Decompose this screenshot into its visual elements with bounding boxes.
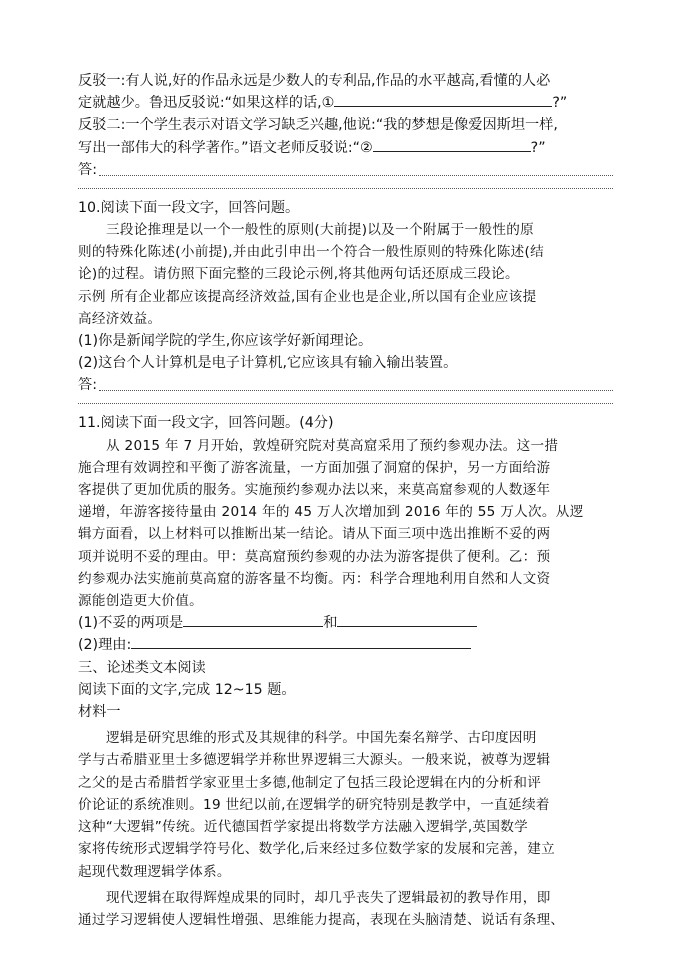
q11-title: 11.阅读下面一段文字，回答问题。(4分) — [78, 415, 334, 432]
q11-blank-1-mid: 和 — [323, 615, 338, 632]
q10-answer-line-2[interactable] — [78, 402, 613, 404]
worksheet-page — [78, 70, 613, 931]
material-para1-line-5: 这种“大逻辑”传统。近代德国哲学家提出将数学方法融入逻辑学,英国数学 — [78, 819, 529, 836]
q9-line-2-text: 定就越少。鲁迅反驳说:“如果这样的话,① — [78, 95, 335, 112]
q11-line-2: 施合理有效调控和平衡了游客流量，一方面加强了洞窟的保护，另一方面给游 — [78, 459, 551, 476]
q10-para-line-2: 则的特殊化陈述(小前提),并由此引申出一个符合一般性原则的特殊化陈述(结 — [78, 244, 545, 261]
q11-line-5: 辑方面看，以上材料可以推断出某一结论。请从下面三项中选出推断不妥的两 — [78, 526, 551, 543]
q10-title: 10.阅读下面一段文字，回答问题。 — [78, 199, 300, 216]
material-para1-line-3: 之父的是古希腊哲学家亚里士多德,他制定了包括三段论逻辑在内的分析和评 — [78, 774, 542, 791]
q9-blank-2[interactable] — [373, 137, 531, 152]
q11-line-1: 从 2015 年 7 月开始，敦煌研究院对莫高窟采用了预约参观办法。这一措 — [106, 437, 559, 454]
q11-line-3: 客提供了更加优质的服务。实施预约参观办法以来，来莫高窟参观的人数逐年 — [78, 482, 551, 499]
q9-blank-1[interactable] — [334, 92, 552, 107]
q9-line-1: 反驳一:有人说,好的作品永远是少数人的专利品,作品的水平越高,看懂的人必 — [78, 73, 551, 89]
material-para1-line-4: 价论证的系统准则。19 世纪以前,在逻辑学的研究特别是教学中，一直延续着 — [78, 796, 550, 813]
q11-line-6: 项并说明不妥的理由。甲：莫高窟预约参观的办法为游客提供了便利。乙：预 — [78, 548, 551, 565]
q11-blank-1[interactable] — [183, 612, 323, 627]
material-para1-line-1: 逻辑是研究思维的形式及其规律的科学。中国先秦名辩学、古印度因明 — [106, 730, 537, 747]
q11-line-7: 约参观办法实施前莫高窟的游客量不均衡。丙：科学合理地利用自然和人文资 — [78, 570, 551, 587]
q10-para-line-3: 论)的过程。请仿照下面完整的三段论示例,将其他两句话还原成三段论。 — [78, 266, 519, 283]
q10-answer-row[interactable] — [78, 374, 613, 396]
material-para1-line-7: 起现代数理逻辑学体系。 — [78, 863, 231, 880]
q11-line-8: 源能创造更大价值。 — [78, 593, 204, 610]
q10-example-line-1: 示例 所有企业都应该提高经济效益,国有企业也是企业,所以国有企业应该提 — [78, 288, 537, 305]
section3-instruction: 阅读下面的文字,完成 12~15 题。 — [78, 681, 296, 698]
q9-line-4-end: ?” — [530, 139, 546, 156]
q11-blank-1-label: (1)不妥的两项是 — [78, 615, 184, 632]
q9-line-4-text: 写出一部伟大的科学著作。”语文老师反驳说:“② — [78, 139, 373, 156]
q10-example-line-2: 高经济效益。 — [78, 310, 162, 327]
q11-blank-2[interactable] — [131, 634, 471, 649]
q9-answer-label: 答: — [78, 161, 97, 178]
q11-line-4: 递增，年游客接待量由 2014 年的 45 万人次增加到 2016 年的 55 万人次。从逻 — [78, 504, 584, 521]
q9-line-4 — [78, 137, 613, 159]
q10-answer-label: 答: — [78, 377, 97, 394]
q9-answer-line[interactable] — [99, 175, 613, 176]
q9-line-3: 反驳二:一个学生表示对语文学习缺乏兴趣,他说:“我的梦想是像爱因斯坦一样, — [78, 117, 558, 134]
q9-answer-row[interactable] — [78, 159, 613, 181]
q9-line-2 — [78, 92, 613, 114]
material-para1-line-2: 学与古希腊亚里士多德逻辑学并称世界逻辑三大源头。一般来说，被尊为逻辑 — [78, 752, 551, 769]
q11-blank-2-label: (2)理由: — [78, 637, 132, 654]
q10-item-2: (2)这台个人计算机是电子计算机,它应该具有输入输出装置。 — [78, 355, 458, 372]
q10-item-1: (1)你是新闻学院的学生,你应该学好新闻理论。 — [78, 333, 373, 350]
q10-answer-line[interactable] — [99, 390, 613, 391]
q11-blank-row-2 — [78, 634, 613, 656]
material-label: 材料一 — [78, 704, 121, 721]
q11-blank-1b[interactable] — [337, 612, 477, 627]
section3-heading: 三、论述类文本阅读 — [78, 659, 206, 676]
material-para2-line-1: 现代逻辑在取得辉煌成果的同时，却几乎丧失了逻辑最初的教导作用，即 — [106, 889, 551, 906]
material-para2-line-2: 通过学习逻辑使人逻辑性增强、思维能力提高，表现在头脑清楚、说话有条理、 — [78, 911, 565, 928]
q9-line-2-end: ?” — [552, 95, 568, 112]
q11-blank-row-1 — [78, 612, 613, 634]
q9-answer-line-2[interactable] — [78, 187, 613, 189]
q10-para-line-1: 三段论推理是以一个一般性的原则(大前提)以及一个附属于一般性的原 — [106, 222, 535, 239]
material-para1-line-6: 家将传统形式逻辑学符号化、数学化,后来经过多位数学家的发展和完善，建立 — [78, 841, 556, 858]
